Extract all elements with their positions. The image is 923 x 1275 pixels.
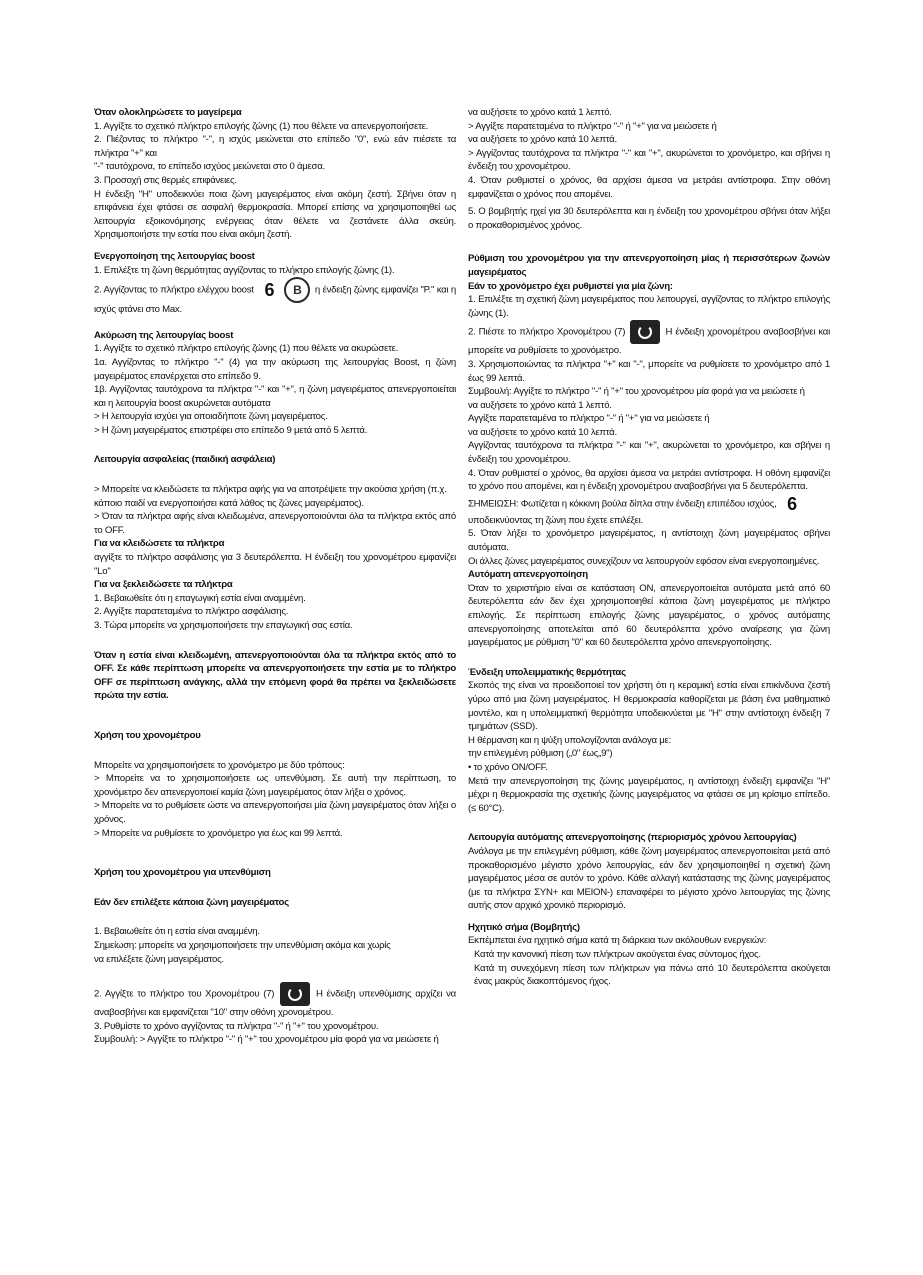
paragraph: 1. Αγγίξτε το σχετικό πλήκτρο επιλογής ζώνης (1) που θέλετε να απενεργοποιήσετε. <box>94 120 429 132</box>
paragraph: να αυξήσετε το χρόνο κατά 1 λεπτό. <box>468 107 612 118</box>
heading-zones-timer: Ρύθμιση του χρονομέτρου για την απενεργοποίηση μίας ή περισσότερων ζωνών μαγειρέματος <box>468 253 830 278</box>
paragraph: Η ένδειξη "H" υποδεικνύει ποια ζώνη μαγειρέματος είναι ακόμη ζεστή. Σβήνει όταν η επιφάνεια έχει φτάσει σε ασφαλή θερμοκρασία. Μπορεί επίσης να χρησιμοποιηθεί ως λειτουργία εξοικονόμησης ενέργειας όταν θέλετε να ζεστάνετε άλλα σκεύη. Χρησιμοποιήστε την εστία που είναι ακόμη ζεστή. <box>94 188 456 241</box>
heading-boost-off: Ακύρωση της λειτουργίας boost <box>94 329 234 341</box>
paragraph: > Η ζώνη μαγειρέματος επιστρέφει στο επίπεδο 9 μετά από 5 λεπτά. <box>94 424 368 436</box>
warning-locked: Όταν η εστία είναι κλειδωμένη, απενεργοποιούνται όλα τα πλήκτρα εκτός από το OFF. Σε κάθε περίπτωση μπορείτε να απενεργοποιήσετε την εστία με το πλήκτρο OFF σε περίπτωση ανάγκης, αλλά την επόμενη φορά θα πρέπει να ξεκλειδώσετε πρώτα την εστία. <box>94 649 456 702</box>
timer-icon <box>630 320 660 344</box>
heading-residual-heat: Ένδειξη υπολειμματικής θερμότητας <box>468 666 626 678</box>
paragraph: • το χρόνο ON/OFF. <box>468 761 548 773</box>
paragraph: Σκοπός της είναι να προειδοποιεί τον χρήστη ότι η κεραμική εστία είναι επικίνδυνα ζεστή γύρω από μια ζώνη μαγειρέματος. Η θερμοκρασία καθορίζεται με βάση ένα μαθηματικό μοντέλο, και η υπολειμματική θερμότητα υποδεικνύεται με "H" στην αντίστοιχη ένδειξη 7 τμημάτων (SSD). <box>468 680 830 733</box>
paragraph: 1. Επιλέξτε τη ζώνη θερμότητας αγγίζοντας το πλήκτρο επιλογής ζώνης (1). <box>94 264 395 276</box>
paragraph: Σημείωση: μπορείτε να χρησιμοποιήσετε την υπενθύμιση ακόμα και χωρίς <box>94 939 391 951</box>
text: η ένδειξη ζώνης εμφανίζει "P." και η ισχύς φτάνει στο Max. <box>94 284 457 316</box>
paragraph: κάποιο παιδί να ενεργοποιήσει κατά λάθος τις ζώνες μαγειρέματος). <box>94 497 364 509</box>
paragraph: 5. Όταν λήξει το χρονόμετρο μαγειρέματος, η αντίστοιχη ζώνη μαγειρέματος σβήνει αυτόματα. <box>468 528 830 554</box>
paragraph: Μετά την απενεργοποίηση της ζώνης μαγειρέματος, η αντίστοιχη ένδειξη εμφανίζει "H" μέχρι η θερμοκρασία της σχετικής ζώνης μαγειρέματος να φτάσει σε μη κρίσιμο επίπεδο. (≤ 60°C). <box>468 775 830 814</box>
paragraph: 4. Όταν ρυθμιστεί ο χρόνος, θα αρχίσει άμεσα να μετράει αντίστροφα. Η οθόνη εμφανίζει το χρόνο που απομένει, και η ένδειξη χρονομέτρου αναβοσβήνει για 5 δευτερόλεπτα. <box>468 467 830 493</box>
paragraph: 1α. Αγγίζοντας το πλήκτρο "-" (4) για την ακύρωση της λειτουργίας Boost, η ζώνη μαγειρέματος επανέρχεται στο επίπεδο 9. <box>94 356 456 382</box>
paragraph: 4. Όταν ρυθμιστεί ο χρόνος, θα αρχίσει άμεσα να μετράει αντίστροφα. Στην οθόνη εμφανίζεται ο χρόνος που απομένει. <box>468 174 830 200</box>
paragraph: 1β. Αγγίζοντας ταυτόχρονα τα πλήκτρα "-" και "+", η ζώνη μαγειρέματος απενεργοποιείται και η λειτουργία boost ακυρώνεται αυτόματα <box>94 384 456 409</box>
paragraph: > Όταν τα πλήκτρα αφής είναι κλειδωμένα, απενεργοποιούνται όλα τα πλήκτρα εκτός από το OFF. <box>94 511 456 536</box>
heading-safety: Λειτουργία ασφαλείας (παιδική ασφάλεια) <box>94 454 276 466</box>
paragraph: Συμβουλή: Αγγίξτε το πλήκτρο "-" ή "+" του χρονομέτρου μία φορά για να μειώσετε ή <box>468 386 805 398</box>
paragraph: > Μπορείτε να το χρησιμοποιήσετε ως υπενθύμιση. Σε αυτή την περίπτωση, το χρονόμετρο δεν απενεργοποιεί καμία ζώνη μαγειρέματος όταν λήξει ο χρόνος. <box>94 773 456 798</box>
paragraph: Αγγίξτε παρατεταμένα το πλήκτρο "-" ή "+" για να μειώσετε ή <box>468 413 710 425</box>
paragraph: Συμβουλή: > Αγγίξτε το πλήκτρο "-" ή "+" του χρονομέτρου μία φορά για να μειώσετε ή <box>94 1034 439 1046</box>
hot-zone-icon: 6 <box>264 280 275 301</box>
boost-icon: B <box>284 277 310 303</box>
heading-boost-on: Ενεργοποίηση της λειτουργίας boost <box>94 250 255 262</box>
paragraph: > Η λειτουργία ισχύει για οποιαδήποτε ζώνη μαγειρέματος. <box>94 411 328 423</box>
paragraph: > Μπορείτε να το ρυθμίσετε ώστε να απενεργοποιήσει μία ζώνη μαγειρέματος όταν λήξει ο χρόνος. <box>94 800 456 825</box>
paragraph: Μπορείτε να χρησιμοποιήσετε το χρονόμετρο με δύο τρόπους: <box>94 759 345 771</box>
paragraph: υποδεικνύοντας τη ζώνη που έχετε επιλέξει. <box>468 514 643 526</box>
paragraph <box>94 277 456 317</box>
paragraph: 2. Πιέζοντας το πλήκτρο "-", η ισχύς μειώνεται στο επίπεδο "0", ενώ εάν πιέσετε τα πλήκτρα "+" και <box>94 134 456 159</box>
paragraph: Κατά την κανονική πίεση των πλήκτρων ακούγεται ένας σύντομος ήχος. <box>474 949 761 961</box>
heading-no-zone: Εάν δεν επιλέξετε κάποια ζώνη μαγειρέματος <box>94 896 289 908</box>
paragraph: Αγγίζοντας ταυτόχρονα τα πλήκτρα "-" και "+", ακυρώνεται το χρονόμετρο, και σβήνει η ένδειξη του χρονομέτρου. <box>468 440 830 466</box>
paragraph: 5. Ο βομβητής ηχεί για 30 δευτερόλεπτα και η ένδειξη του χρονομέτρου σβήνει όταν λήξει ο προκαθορισμένος χρόνος. <box>468 206 830 231</box>
timer-icon <box>280 982 310 1006</box>
heading-one-zone: Εάν το χρονόμετρο έχει ρυθμιστεί για μία ζώνη: <box>468 280 673 292</box>
heading-lock: Για να κλειδώσετε τα πλήκτρα <box>94 538 225 550</box>
paragraph: Ανάλογα με την επιλεγμένη ρύθμιση, κάθε ζώνη μαγειρέματος απενεργοποιείται μετά από προκαθορισμένο μέγιστο χρόνο λειτουργίας, εάν δεν χρησιμοποιηθεί η σχετική ζώνη μαγειρέματος μέσα σε αυτόν το χρόνο. Κάθε αλλαγή κατάστασης της ζώνης μαγειρέματος (με τα πλήκτρα ΣΥΝ+ και ΜΕΙΟΝ-) επαναφέρει το μέγιστο χρόνο λειτουργίας της ζώνης αυτής στον αρχικό χρονικό περιορισμό. <box>468 845 830 912</box>
heading-unlock: Για να ξεκλειδώσετε τα πλήκτρα <box>94 579 233 591</box>
paragraph: να αυξήσετε το χρόνο κατά 10 λεπτά. <box>468 134 617 146</box>
paragraph: 1. Επιλέξτε τη σχετική ζώνη μαγειρέματος που λειτουργεί, αγγίζοντας το πλήκτρο επιλογής ζώνης (1). <box>468 294 830 319</box>
paragraph <box>468 320 830 358</box>
paragraph: να αυξήσετε το χρόνο κατά 10 λεπτά. <box>468 426 617 438</box>
paragraph: Οι άλλες ζώνες μαγειρέματος συνεχίζουν να λειτουργούν εφόσον είναι ενεργοποιημένες. <box>468 555 820 567</box>
text: Η ένδειξη υπενθύμισης αρχίζει να αναβοσβήνει και εμφανίζεται "10" στην οθόνη χρονομέτρου. <box>94 988 456 1019</box>
heading-beep: Ηχητικό σήμα (Βομβητής) <box>468 921 580 933</box>
paragraph: > Αγγίξτε παρατεταμένα το πλήκτρο "-" ή "+" για να μειώσετε ή <box>468 120 717 132</box>
text: ΣΗΜΕΙΩΣΗ: Φωτίζεται η κόκκινη βούλα δίπλα στην ένδειξη επιπέδου ισχύος, <box>468 498 777 510</box>
paragraph: 2. Αγγίξτε παρατεταμένα το πλήκτρο ασφάλισης. <box>94 606 289 618</box>
paragraph: 1. Βεβαιωθείτε ότι η εστία είναι αναμμένη. <box>94 926 260 938</box>
paragraph: 1. Αγγίξτε το σχετικό πλήκτρο επιλογής ζώνης (1) που θέλετε να ακυρώσετε. <box>94 343 399 355</box>
paragraph: 3. Προσοχή στις θερμές επιφάνειες. <box>94 174 237 186</box>
heading-auto-off: Αυτόματη απενεργοποίηση <box>468 569 588 581</box>
text: Η ένδειξη χρονομέτρου αναβοσβήνει και μπορείτε να ρυθμίσετε το χρονόμετρο. <box>468 326 830 357</box>
paragraph: Η θέρμανση και η ψύξη υπολογίζονται ανάλογα με: <box>468 734 671 746</box>
paragraph: να επιλέξετε ζώνη μαγειρέματος. <box>94 953 224 965</box>
power-level-icon: 6 <box>787 493 797 514</box>
paragraph: "-" ταυτόχρονα, το επίπεδο ισχύος μειώνεται στο 0 άμεσα. <box>94 161 325 173</box>
paragraph: αγγίξτε το πλήκτρο ασφάλισης για 3 δευτερόλεπτα. Η ένδειξη του χρονομέτρου εμφανίζει "Lo" <box>94 552 456 577</box>
left-column <box>94 106 456 1047</box>
paragraph <box>468 494 830 514</box>
paragraph: > Μπορείτε να ρυθμίσετε το χρονόμετρο για έως και 99 λεπτά. <box>94 827 343 839</box>
heading-auto-off-limit: Λειτουργία αυτόματης απενεργοποίησης (περιορισμός χρόνου λειτουργίας) <box>468 832 797 844</box>
text: 2. Αγγίξτε το πλήκτρο του Χρονομέτρου (7) <box>94 988 275 1000</box>
paragraph: > Αγγίζοντας ταυτόχρονα τα πλήκτρα "-" και "+", ακυρώνεται το χρονόμετρο, και σβήνει η ένδειξη του χρονομέτρου. <box>468 147 830 173</box>
paragraph: Κατά τη συνεχόμενη πίεση των πλήκτρων για πάνω από 10 δευτερόλεπτα ακούγεται ένας μακρύς διακοπτόμενος ήχος. <box>474 962 830 988</box>
paragraph: 3. Τώρα μπορείτε να χρησιμοποιήσετε την επαγωγική σας εστία. <box>94 620 353 631</box>
paragraph: Όταν το χειριστήριο είναι σε κατάσταση ON, απενεργοποιείται αυτόματα μετά από 60 δευτερόλεπτα εάν δεν έχει χρησιμοποιηθεί κάποια ζώνη μαγειρέματος με πλήκτρο επιλογής. Σε περίπτωση επιλογής ζώνης μαγειρέματος, ο χρόνος αυτόματης απενεργοποίησης αποτελείται από 60 δευτερόλεπτα χρόνο αναίρεσης για ζώνη μαγειρέματος με ρύθμιση "0" και 60 δευτερόλεπτα χρόνο απενεργοποίησης. <box>468 582 830 649</box>
heading-timer: Χρήση του χρονομέτρου <box>94 729 201 741</box>
paragraph <box>94 982 456 1020</box>
heading-after-cooking: Όταν ολοκληρώσετε το μαγείρεμα <box>94 107 242 118</box>
heading-reminder: Χρήση του χρονομέτρου για υπενθύμιση <box>94 867 271 879</box>
paragraph: 3. Ρυθμίστε το χρόνο αγγίζοντας τα πλήκτρα "-" ή "+" του χρονομέτρου. <box>94 1020 379 1032</box>
paragraph: την επιλεγμένη ρύθμιση („0" έως„9") <box>468 748 613 760</box>
paragraph: να αυξήσετε το χρόνο κατά 1 λεπτό. <box>468 399 612 411</box>
paragraph: 3. Χρησιμοποιώντας τα πλήκτρα "+" και "-", μπορείτε να ρυθμίσετε το χρονόμετρο από 1 έως 99 λεπτά. <box>468 358 830 384</box>
right-column <box>468 106 830 989</box>
paragraph: 1. Βεβαιωθείτε ότι η επαγωγική εστία είναι αναμμένη. <box>94 592 306 604</box>
paragraph: Εκπέμπεται ένα ηχητικό σήμα κατά τη διάρκεια των ακόλουθων ενεργειών: <box>468 935 767 947</box>
text: 2. Πιέστε το πλήκτρο Χρονομέτρου (7) <box>468 326 626 338</box>
text: 2. Αγγίζοντας το πλήκτρο ελέγχου boost <box>94 284 254 296</box>
paragraph: > Μπορείτε να κλειδώσετε τα πλήκτρα αφής για να αποτρέψετε την ακούσια χρήση (π.χ. <box>94 484 447 496</box>
